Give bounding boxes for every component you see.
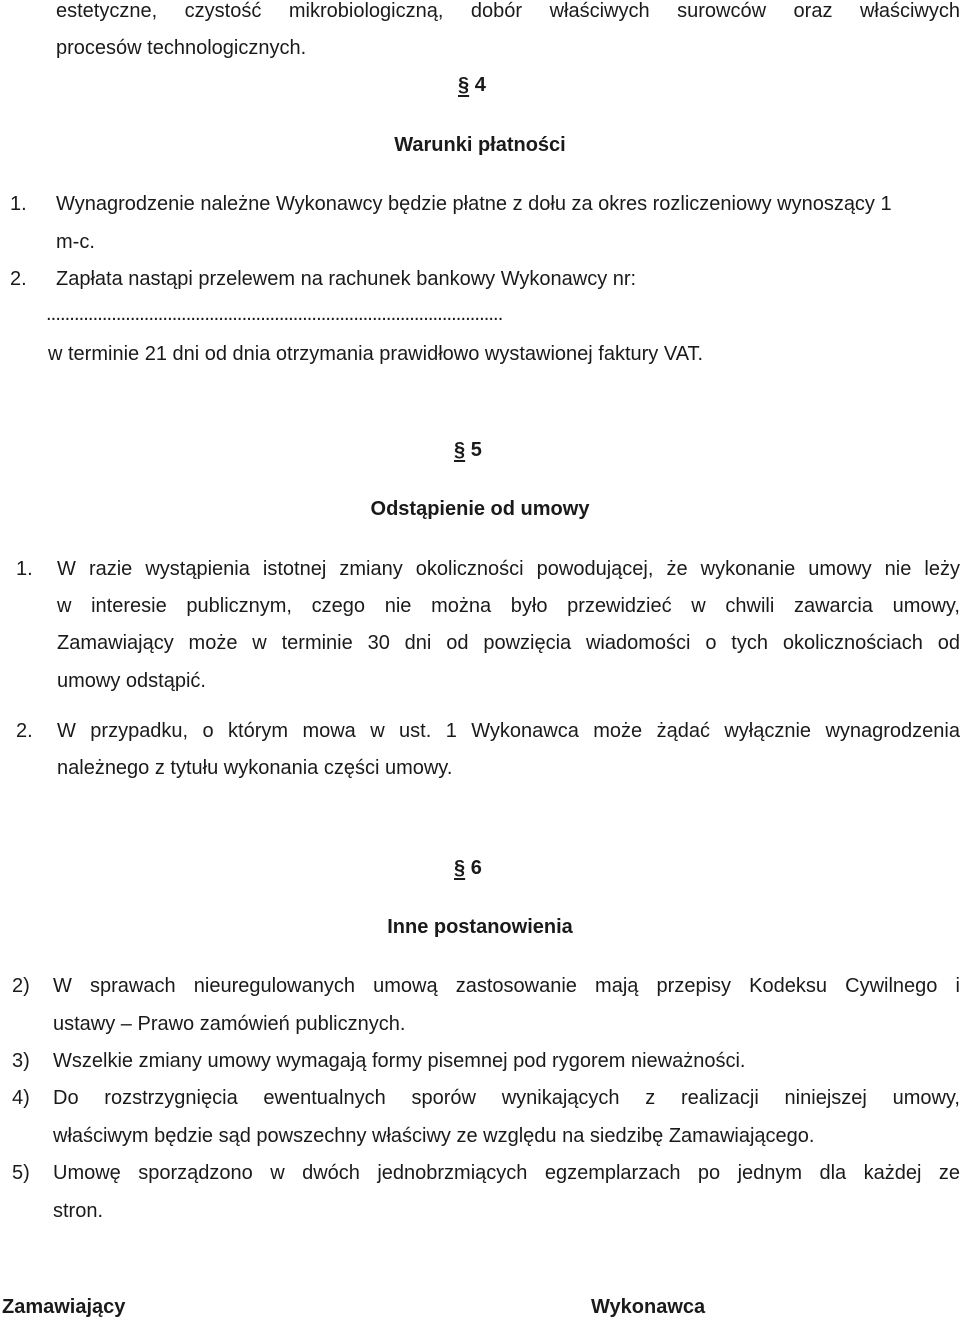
s4-item-2-line-3: w terminie 21 dni od dnia otrzymania prawidłowo wystawionej faktury VAT.: [48, 343, 704, 365]
s5-item-1-line-2: w interesie publicznym, czego nie można było przewidzieć w chwili zawarcia umowy,: [57, 595, 960, 617]
section-6-title: Inne postanowienia: [387, 916, 573, 938]
section-5-heading: [454, 439, 482, 462]
section-number: 6: [470, 857, 482, 879]
section-number: 4: [474, 74, 486, 96]
s5-item-2-line-2: należnego z tytułu wykonania części umowy.: [57, 757, 453, 779]
section-symbol: §: [458, 74, 470, 96]
section-4-heading: [458, 74, 486, 97]
s6-item-2-line-2: ustawy – Prawo zamówień publicznych.: [53, 1013, 406, 1035]
s6-item-4-number: 4): [12, 1087, 30, 1109]
s4-item-1-line-1: Wynagrodzenie należne Wykonawcy będzie płatne z dołu za okres rozliczeniowy wynoszący 1: [56, 193, 892, 215]
intro-line-1: estetyczne, czystość mikrobiologiczną, dobór właściwych surowców oraz właściwych: [56, 0, 960, 22]
s5-item-1-number: 1.: [16, 558, 33, 580]
s4-item-2-line-1: Zapłata nastąpi przelewem na rachunek bankowy Wykonawcy nr:: [56, 268, 637, 290]
s4-item-2-number: 2.: [10, 268, 27, 290]
s6-item-5-line-2: stron.: [53, 1200, 104, 1222]
signature-left: Zamawiający: [2, 1296, 126, 1318]
s6-item-2-number: 2): [12, 975, 30, 997]
s6-item-3-line-1: Wszelkie zmiany umowy wymagają formy pisemnej pod rygorem nieważności.: [53, 1050, 746, 1072]
s6-item-4-line-2: właściwym będzie sąd powszechny właściwy ze względu na siedzibę Zamawiającego.: [53, 1125, 815, 1147]
s4-item-1-line-2: m-c.: [56, 231, 95, 253]
section-5-title: Odstąpienie od umowy: [370, 498, 590, 520]
s5-item-1-line-3: Zamawiający może w terminie 30 dni od powzięcia wiadomości o tych okolicznościach od: [57, 632, 960, 654]
s6-item-5-line-1: Umowę sporządzono w dwóch jednobrzmiących egzemplarzach po jednym dla każdej ze: [53, 1162, 960, 1184]
section-6-heading: [454, 857, 482, 880]
account-number-placeholder: ..................................................................................................: [46, 303, 503, 325]
section-4-title: Warunki płatności: [394, 134, 566, 156]
s4-item-1-number: 1.: [10, 193, 27, 215]
s5-item-1-line-4: umowy odstąpić.: [57, 670, 206, 692]
s5-item-2-line-1: W przypadku, o którym mowa w ust. 1 Wykonawca może żądać wyłącznie wynagrodzenia: [57, 720, 960, 742]
s6-item-5-number: 5): [12, 1162, 30, 1184]
section-symbol: §: [454, 439, 466, 461]
signature-right: Wykonawca: [591, 1296, 706, 1318]
section-symbol: §: [454, 857, 466, 879]
s5-item-2-number: 2.: [16, 720, 33, 742]
s6-item-2-line-1: W sprawach nieuregulowanych umową zastosowanie mają przepisy Kodeksu Cywilnego i: [53, 975, 960, 997]
s6-item-3-number: 3): [12, 1050, 30, 1072]
intro-line-2: procesów technologicznych.: [56, 37, 307, 59]
section-number: 5: [470, 439, 482, 461]
s6-item-4-line-1: Do rozstrzygnięcia ewentualnych sporów wynikających z realizacji niniejszej umowy,: [53, 1087, 960, 1109]
s5-item-1-line-1: W razie wystąpienia istotnej zmiany okoliczności powodującej, że wykonanie umowy nie leży: [57, 558, 960, 580]
